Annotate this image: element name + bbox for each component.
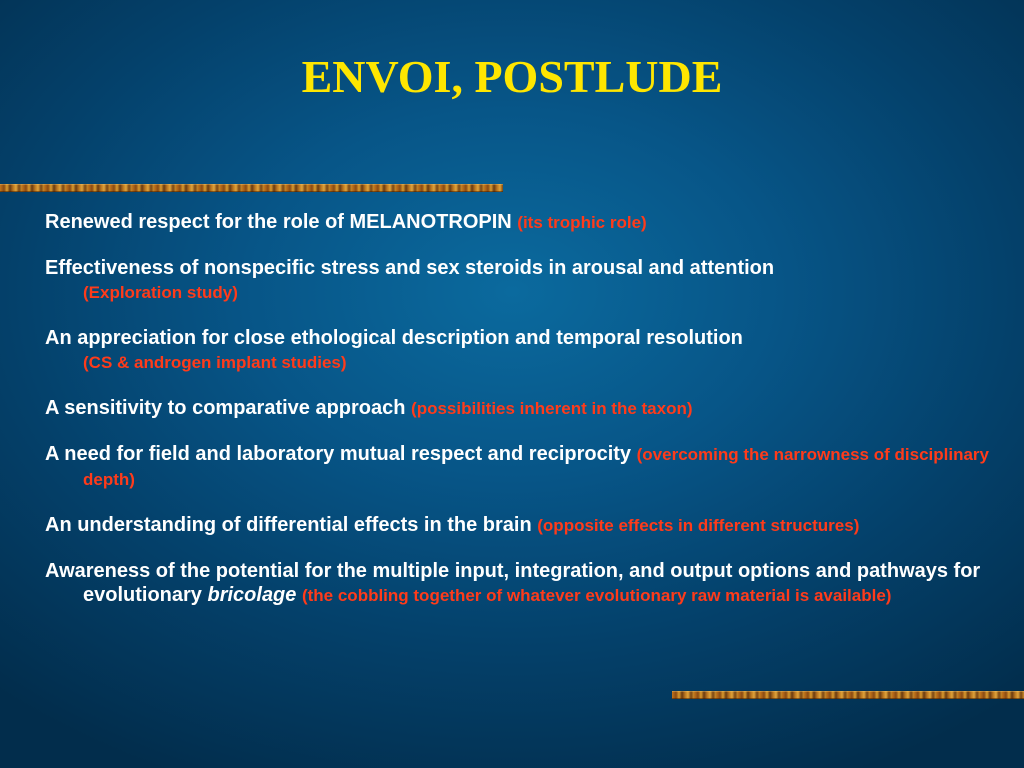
bullet-text: An understanding of differential effects in the brain — [45, 514, 532, 536]
decorative-rule-bottom — [672, 691, 1024, 699]
bullet-item — [45, 326, 995, 375]
bullet-item — [45, 513, 995, 538]
bullet-item — [45, 210, 995, 235]
bullet-text: Effectiveness of nonspecific stress and sex steroids in arousal and attention — [45, 257, 775, 279]
bullet-text: A sensitivity to comparative approach — [45, 397, 406, 419]
bullet-note: (its trophic role) — [517, 213, 647, 232]
decorative-rule-top — [0, 184, 503, 192]
bullet-emphasis: bricolage — [207, 584, 297, 606]
bullet-text: Awareness of the potential for the multiple input, integration, and output options and pathways for evolutionary — [45, 560, 981, 606]
bullet-note: (overcoming the narrowness of disciplinary depth) — [83, 445, 989, 489]
bullet-item — [45, 442, 995, 492]
slide-title: ENVOI, POSTLUDE — [301, 51, 723, 102]
bullet-note: (opposite effects in different structures) — [537, 516, 860, 535]
bullet-item — [45, 559, 995, 608]
bullet-item — [45, 256, 995, 305]
bullet-item — [45, 396, 995, 421]
bullet-note: (possibilities inherent in the taxon) — [411, 399, 693, 418]
bullet-note: (the cobbling together of whatever evolutionary raw material is available) — [301, 586, 892, 605]
bullet-list — [45, 210, 995, 629]
bullet-text: An appreciation for close ethological description and temporal resolution — [45, 327, 743, 349]
bullet-text: A need for field and laboratory mutual respect and reciprocity — [45, 443, 632, 465]
bullet-note: (Exploration study) — [83, 283, 238, 302]
bullet-note: (CS & androgen implant studies) — [83, 353, 347, 372]
bullet-text: Renewed respect for the role of MELANOTROPIN — [45, 211, 512, 233]
